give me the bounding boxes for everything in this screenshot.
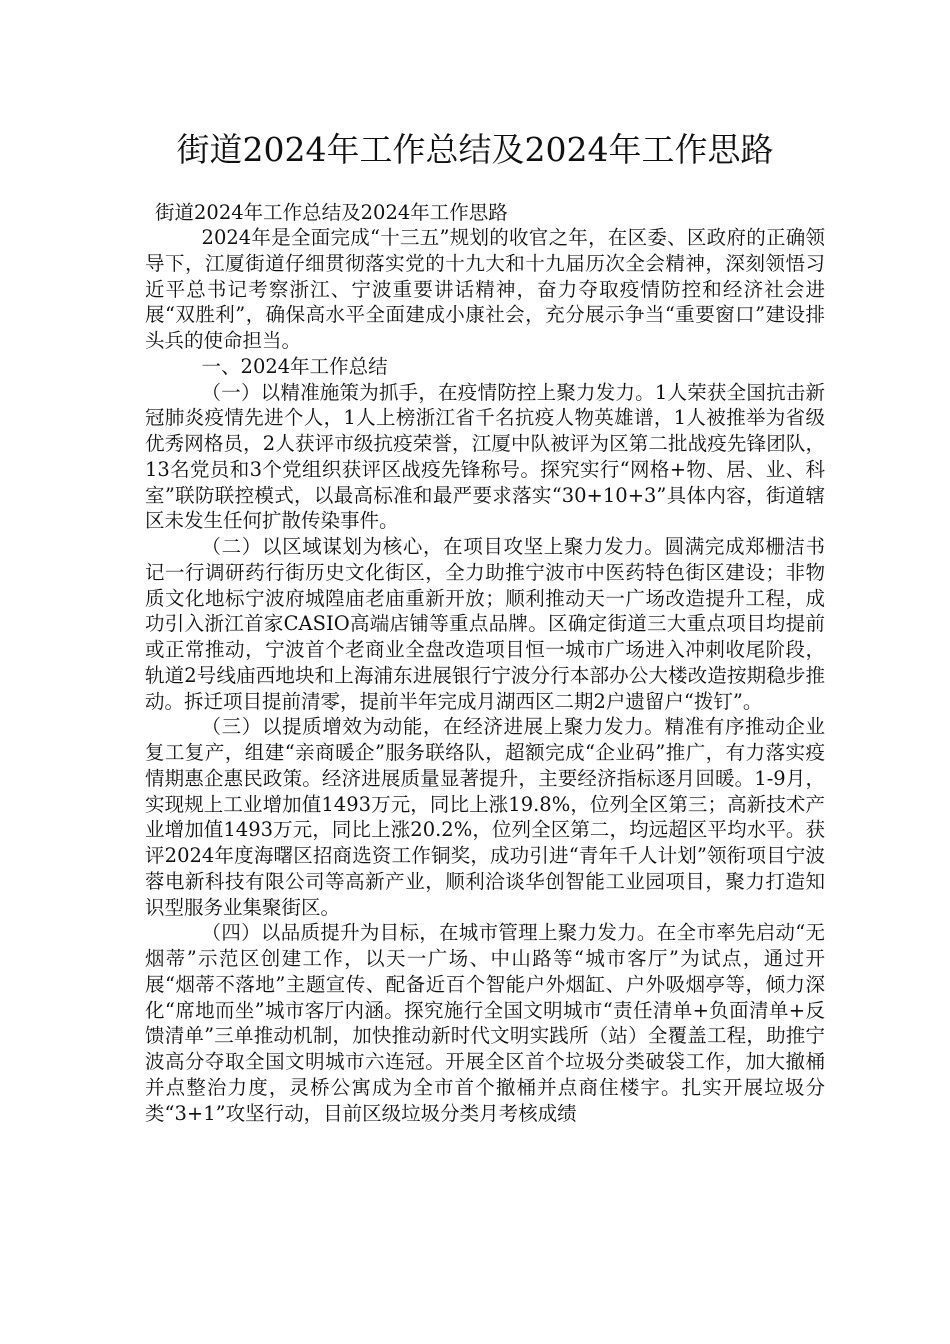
document-subtitle: 街道2024年工作总结及2024年工作思路 [155,201,508,224]
paragraph-city-management: （四）以品质提升为目标，在城市管理上聚力发力。在全市率先启动“无烟蒂”示范区创建工作，以天一广场、中山路等“城市客厅”为试点，通过开展“烟蒂不落地”主题宣传、配备近百个智能户外烟缸、户外吸烟亭等，倾力深化“席地而坐”城市客厅内涵。探究施行全国文明城市“责任清单+负面清单+反馈清单”三单推动机制，加快推动新时代文明实践所（站）全覆盖工程，助推宁波高分夺取全国文明城市六连冠。开展全区首个垃圾分类破袋工作，加大撤桶并点整治力度，灵桥公寓成为全市首个撤桶并点商住楼宇。扎实开展垃圾分类“3+1”攻坚行动，目前区级垃圾分类月考核成绩 [145,921,825,1125]
paragraph-projects: （二）以区域谋划为核心，在项目攻坚上聚力发力。圆满完成郑栅洁书记一行调研药行街历史文化街区，全力助推宁波市中医药特色街区建设；非物质文化地标宁波府城隍庙老庙重新开放；顺利推动天一广场改造提升工程，成功引入浙江首家CASIO高端店铺等重点品牌。区确定街道三大重点项目均提前或正常推动，宁波首个老商业全盘改造项目恒一城市广场进入冲刺收尾阶段，轨道2号线庙西地块和上海浦东进展银行宁波分行本部办公大楼改造按期稳步推动。拆迁项目提前清零，提前半年完成月湖西区二期2户遗留户“拨钉”。 [145,535,825,713]
paragraph-economy: （三）以提质增效为动能，在经济进展上聚力发力。精准有序推动企业复工复产，组建“亲商暖企”服务联络队，超额完成“企业码”推广，有力落实疫情期惠企惠民政策。经济进展质量显著提升，主要经济指标逐月回暖。1-9月，实现规上工业增加值1493万元，同比上涨19.8%，位列全区第三；高新技术产业增加值1493万元，同比上涨20.2%，位列全区第二，均远超区平均水平。获评2024年度海曙区招商选资工作铜奖，成功引进“青年千人计划”领衔项目宁波蓉电新科技有限公司等高新产业，顺利洽谈华创智能工业园项目，聚力打造知识型服务业集聚街区。 [145,715,825,919]
section-heading: 一、2024年工作总结 [201,354,388,378]
paragraph-intro: 2024年是全面完成“十三五”规划的收官之年，在区委、区政府的正确领导下，江厦街道仔细贯彻落实党的十九大和十九届历次全会精神，深刻领悟习近平总书记考察浙江、宁波重要讲话精神，奋力夺取疫情防控和经济社会进展“双胜利”，确保高水平全面建成小康社会，充分展示争当“重要窗口”建设排头兵的使命担当。 [145,226,825,352]
document-title: 街道2024年工作总结及2024年工作思路 [176,130,774,169]
paragraph-epidemic: （一）以精准施策为抓手，在疫情防控上聚力发力。1人荣获全国抗击新冠肺炎疫情先进个人，1人上榜浙江省千名抗疫人物英雄谱，1人被推举为省级优秀网格员，2人获评市级抗疫荣誉，江厦中队被评为区第二批战疫先锋团队，13名党员和3个党组织获评区战疫先锋称号。探究实行“网格+物、居、业、科室”联防联控模式，以最高标准和最严要求落实“30+10+3”具体内容，街道辖区未发生任何扩散传染事件。 [145,380,825,533]
document-body [145,225,825,1126]
